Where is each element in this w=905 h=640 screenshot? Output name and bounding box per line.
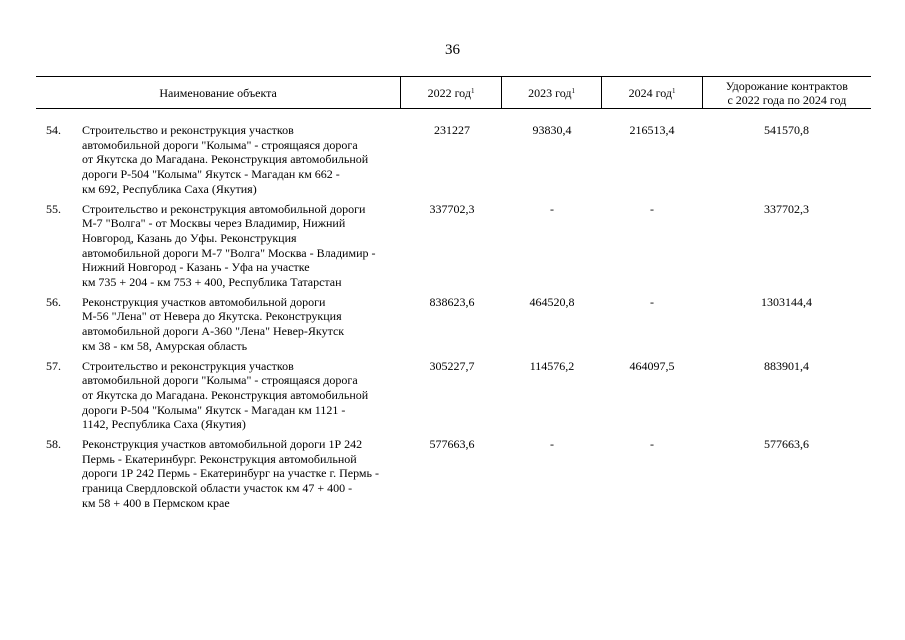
row-number: 58. [46, 437, 61, 452]
row-number: 57. [46, 358, 61, 373]
value-2022: 305227,7 [429, 358, 475, 373]
object-name-line: км 735 + 204 - км 753 + 400, Республика Татарстан [82, 275, 342, 290]
value-2022: 231227 [434, 123, 470, 137]
object-name-line: Строительство и реконструкция участков [82, 358, 294, 373]
object-name-line: Реконструкция участков автомобильной дороги [82, 294, 326, 309]
object-name-line: 1142, Республика Саха (Якутия) [82, 417, 246, 432]
object-name [82, 202, 402, 290]
row-number: 56. [46, 294, 61, 309]
value-2023: 93830,4 [532, 123, 572, 137]
header-2024 [601, 77, 702, 108]
object-name-line: км 692, Республика Саха (Якутия) [82, 181, 257, 196]
table-row [36, 295, 871, 354]
objects-table [36, 76, 871, 516]
object-name-line: граница Свердловской области участок км 47 + 400 - [82, 481, 353, 496]
header-2022-label: 2022 год [427, 85, 471, 100]
header-2023-label: 2023 год [528, 85, 572, 100]
table-row [36, 437, 871, 511]
value-2024: - [650, 294, 654, 309]
value-2024: 216513,4 [629, 123, 675, 137]
table-body [36, 109, 871, 511]
header-2023-footnote: 1 [571, 86, 575, 95]
value-2023: 464520,8 [529, 294, 575, 309]
value-2024: 464097,5 [629, 358, 675, 373]
header-object-name: Наименование объекта [159, 85, 277, 100]
value-contract-increase: 577663,6 [764, 437, 809, 452]
page-number: 36 [445, 42, 460, 58]
object-name-line: Строительство и реконструкция автомобильной дороги [82, 201, 366, 216]
value-2023: 114576,2 [529, 358, 575, 373]
value-2024: - [650, 201, 654, 216]
object-name-line: Строительство и реконструкция участков [82, 123, 294, 137]
value-contract-increase: 541570,8 [764, 123, 809, 137]
object-name-line: автомобильной дороги "Колыма" - строящаяся дорога [82, 373, 358, 388]
row-number: 55. [46, 201, 61, 216]
row-number: 54. [46, 123, 61, 137]
table-row [36, 359, 871, 433]
object-name-line: автомобильной дороги "Колыма" - строящаяся дорога [82, 137, 358, 152]
value-2023: - [550, 437, 554, 452]
header-increase-line2: с 2022 года по 2024 год [727, 92, 847, 107]
object-name-line: М-56 "Лена" от Невера до Якутска. Реконструкция [82, 309, 342, 324]
header-increase-line1: Удорожание контрактов [725, 78, 848, 93]
object-name-line: Пермь - Екатеринбург. Реконструкция автомобильной [82, 451, 357, 466]
object-name-line: от Якутска до Магадана. Реконструкция автомобильной [82, 387, 369, 402]
value-contract-increase: 1303144,4 [761, 294, 812, 309]
object-name-line: автомобильной дороги А-360 "Лена" Невер-Якутск [82, 324, 345, 339]
value-2023: - [550, 201, 554, 216]
object-name-line: км 58 + 400 в Пермском крае [82, 495, 230, 510]
object-name-line: от Якутска до Магадана. Реконструкция автомобильной [82, 152, 369, 167]
value-contract-increase: 883901,4 [764, 358, 809, 373]
header-2023 [501, 77, 602, 108]
object-name-line: автомобильной дороги М-7 "Волга" Москва - Владимир - [82, 245, 376, 260]
object-name-line: Новгород, Казань до Уфы. Реконструкция [82, 230, 297, 245]
object-name-line: Реконструкция участков автомобильной дороги 1Р 242 [82, 437, 363, 452]
header-2024-footnote: 1 [671, 86, 676, 95]
object-name-line: М-7 "Волга" - от Москвы через Владимир, Нижний [82, 216, 346, 231]
value-contract-increase: 337702,3 [764, 201, 809, 216]
object-name-line: дороги 1Р 242 Пермь - Екатеринбург на участке г. Пермь - [82, 466, 379, 481]
value-2022: 838623,6 [429, 294, 475, 309]
object-name [82, 295, 402, 354]
table-row [36, 123, 871, 197]
value-2022: 577663,6 [429, 437, 475, 452]
object-name [82, 359, 402, 433]
object-name-line: дороги Р-504 "Колыма" Якутск - Магадан км 662 - [82, 167, 340, 182]
header-2024-label: 2024 год [628, 85, 672, 100]
header-2022 [400, 77, 501, 108]
table-row [36, 202, 871, 290]
object-name [82, 437, 402, 511]
object-name [82, 123, 402, 197]
header-contract-increase [702, 77, 871, 108]
object-name-line: дороги Р-504 "Колыма" Якутск - Магадан км 1121 - [82, 402, 346, 417]
table-header [36, 76, 871, 109]
header-2022-footnote: 1 [470, 86, 475, 95]
value-2022: 337702,3 [429, 201, 475, 216]
value-2024: - [650, 437, 654, 452]
object-name-line: Нижний Новгород - Казань - Уфа на участке [82, 260, 310, 275]
object-name-line: км 38 - км 58, Амурская область [82, 338, 248, 353]
